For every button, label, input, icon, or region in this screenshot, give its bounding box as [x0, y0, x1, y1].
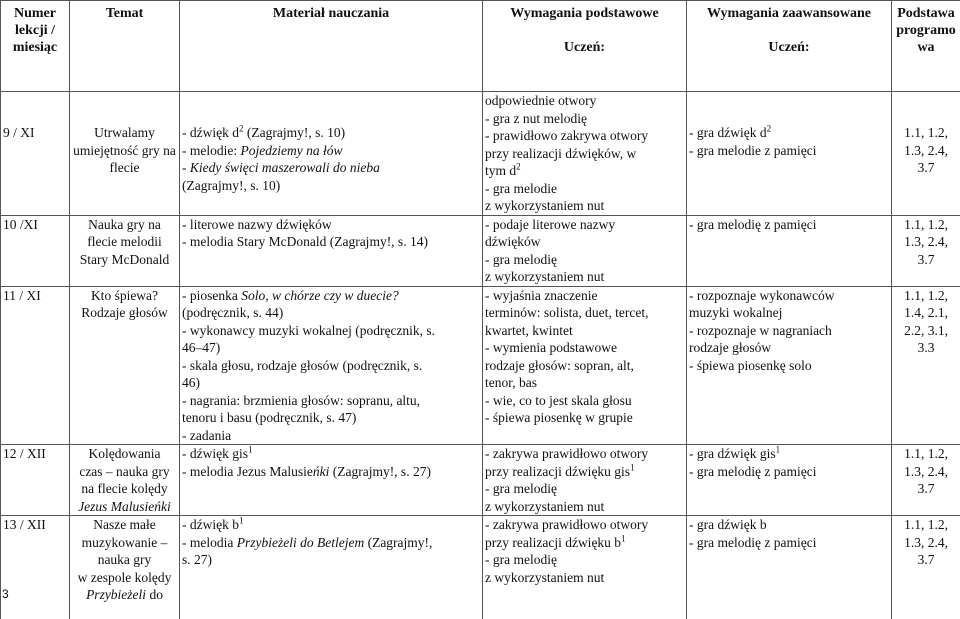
lesson-advanced-requirements: - gra dźwięk gis$^1$ - gra melodię z pamięci: [687, 445, 892, 516]
lesson-core-curriculum: 1.1, 1.2, 1.3, 2.4, 3.7: [892, 92, 960, 216]
header-core-curriculum: Podstawa programowa: [892, 1, 960, 92]
header-advanced-sub: Uczeń:: [689, 39, 889, 56]
header-basic-title: Wymagania podstawowe: [485, 5, 684, 22]
lesson-number: 12 / XII: [1, 445, 70, 516]
header-advanced-requirements: [687, 1, 892, 92]
lesson-number: 11 / XI: [1, 286, 70, 445]
lesson-material: - literowe nazwy dźwięków - melodia Stary McDonald (Zagrajmy!, s. 14): [180, 215, 483, 286]
lesson-material: - piosenka Solo, w chórze czy w duecie? (podręcznik, s. 44) - wykonawcy muzyki wokalnej (podręcznik, s. 46–47) - skala głosu, rodzaje głosów (podręcznik, s. 46) - nagrania: brzmienia głosów: sopranu, altu, tenoru i basu (podręcznik, s. 47) - zadania: [180, 286, 483, 445]
lesson-number: 10 /XI: [1, 215, 70, 286]
header-basic-sub: Uczeń:: [485, 39, 684, 56]
lesson-material: - dźwięk $b^1$ - melodia Przybieżeli do Betlejem (Zagrajmy!, s. 27): [180, 516, 483, 619]
lesson-advanced-requirements: - gra dźwięk $d^2$ - gra melodie z pamięci: [687, 92, 892, 216]
lesson-topic: Kto śpiewa? Rodzaje głosów: [70, 286, 180, 445]
table-row: [1, 215, 960, 286]
lesson-basic-requirements: odpowiednie otwory - gra z nut melodię - prawidłowo zakrywa otwory przy realizacji dźwięków, w tym $d^2$ - gra melodie z wykorzystaniem nut: [483, 92, 687, 216]
header-topic: Temat: [70, 1, 180, 92]
lesson-number: 13 / XII: [1, 516, 70, 619]
lesson-number: 9 / XI: [1, 92, 70, 216]
prev-row-continuation: odpowiednie otwory: [485, 92, 684, 110]
header-lesson-number: Numer lekcji / miesiąc: [1, 1, 70, 92]
lesson-basic-requirements: - zakrywa prawidłowo otwory przy realizacji dźwięku gis$^1$ - gra melodię z wykorzystaniem nut: [483, 445, 687, 516]
table-row: [1, 516, 960, 619]
lesson-topic: Nasze małe muzykowanie – nauka gry w zespole kolędy Przybieżeli do: [70, 516, 180, 619]
lesson-core-curriculum: 1.1, 1.2, 1.4, 2.1, 2.2, 3.1, 3.3: [892, 286, 960, 445]
lesson-basic-requirements: - wyjaśnia znaczenie terminów: solista, duet, tercet, kwartet, kwintet - wymienia podstawowe rodzaje głosów: sopran, alt, tenor, bas - wie, co to jest skala głosu - śpiewa piosenkę w grupie: [483, 286, 687, 445]
page-number: 3: [2, 587, 9, 601]
table-row: [1, 92, 960, 216]
lesson-advanced-requirements: - gra dźwięk b - gra melodię z pamięci: [687, 516, 892, 619]
lesson-core-curriculum: 1.1, 1.2, 1.3, 2.4, 3.7: [892, 516, 960, 619]
header-advanced-title: Wymagania zaawansowane: [689, 5, 889, 22]
lesson-topic: Kolędowania czas – nauka gry na flecie kolędy Jezus Malusieńki: [70, 445, 180, 516]
header-basic-requirements: [483, 1, 687, 92]
lesson-material: - dźwięk $d^2$ (Zagrajmy!, s. 10) - melodie: Pojedziemy na łów - Kiedy święci maszerowali do nieba (Zagrajmy!, s. 10): [180, 92, 483, 216]
lesson-material: - dźwięk gis$^1$ - melodia Jezus Malusieńki (Zagrajmy!, s. 27): [180, 445, 483, 516]
lesson-advanced-requirements: - gra melodię z pamięci: [687, 215, 892, 286]
lesson-basic-requirements: - podaje literowe nazwy dźwięków - gra melodię z wykorzystaniem nut: [483, 215, 687, 286]
header-row: [1, 1, 960, 92]
lesson-advanced-requirements: - rozpoznaje wykonawców muzyki wokalnej - rozpoznaje w nagraniach rodzaje głosów - śpiewa piosenkę solo: [687, 286, 892, 445]
lesson-topic: Nauka gry na flecie melodii Stary McDonald: [70, 215, 180, 286]
header-material: Materiał nauczania: [180, 1, 483, 92]
lesson-basic-requirements: - zakrywa prawidłowo otwory przy realizacji dźwięku $b^1$ - gra melodię z wykorzystaniem nut: [483, 516, 687, 619]
lesson-core-curriculum: 1.1, 1.2, 1.3, 2.4, 3.7: [892, 215, 960, 286]
lesson-topic: Utrwalamy umiejętność gry na flecie: [70, 92, 180, 216]
lesson-core-curriculum: 1.1, 1.2, 1.3, 2.4, 3.7: [892, 445, 960, 516]
table-row: [1, 286, 960, 445]
table-row: [1, 445, 960, 516]
